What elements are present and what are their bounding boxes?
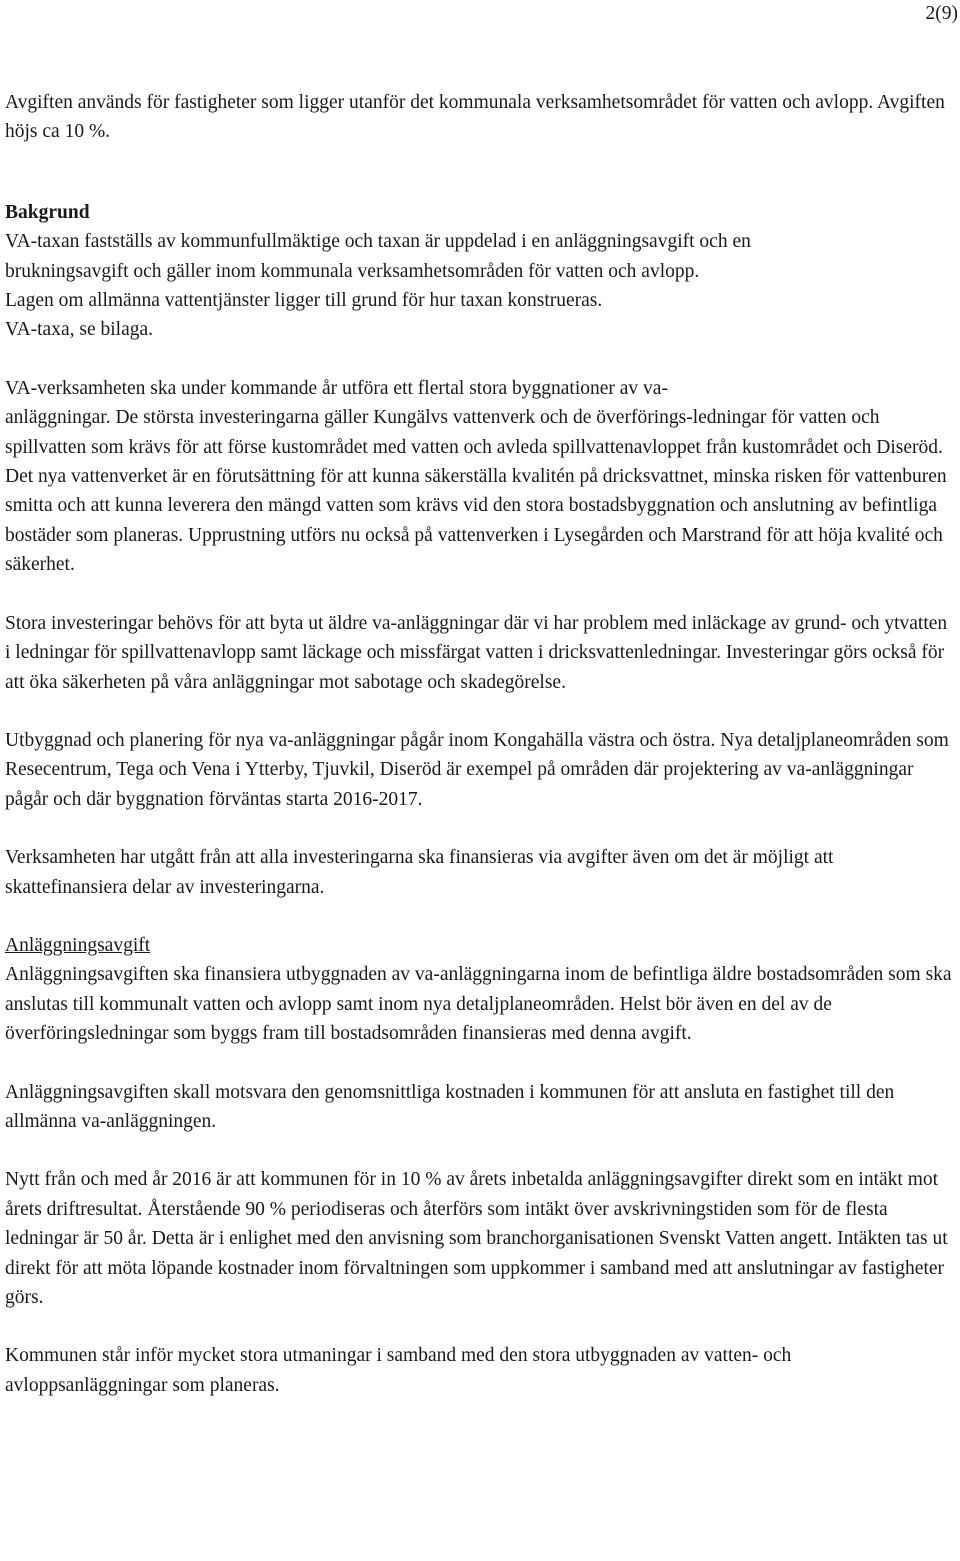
bakgrund-paragraph-1 <box>5 227 957 345</box>
anlaggningsavgift-paragraph-4: Kommunen står inför mycket stora utmaningar i samband med den stora utbyggnaden av vatten- och avloppsanläggningar som planeras. <box>5 1345 792 1396</box>
anlaggningsavgift-paragraph-2: Anläggningsavgiften skall motsvara den genomsnittliga kostnaden i kommunen för att ansluta en fastighet till den allmänna va-anläggningen. <box>5 1081 895 1132</box>
bakgrund-paragraph-4: Utbyggnad och planering för nya va-anläggningar pågår inom Kongahälla västra och östra. Nya detaljplaneområden som Resecentrum, Tega och Vena i Ytterby, Tjuvkil, Diseröd är exempel på områden där projektering av va-anläggningar pågår och där byggnation förväntas starta 2016-2017. <box>5 729 949 810</box>
page-number: 2(9) <box>925 3 958 24</box>
text-line: VA-taxa, se bilaga. <box>5 319 154 341</box>
text-line: VA-taxan fastställs av kommunfullmäktige och taxan är uppdelad i en anläggningsavgift och en <box>5 231 751 253</box>
text-line: brukningsavgift och gäller inom kommunala verksamhetsområden för vatten och avlopp. <box>5 260 700 282</box>
heading-bakgrund: Bakgrund <box>5 201 90 223</box>
document-body <box>5 88 957 1400</box>
intro-paragraph: Avgiften används för fastigheter som ligger utanför det kommunala verksamhetsområdet för vatten och avlopp. Avgiften höjs ca 10 %. <box>5 92 945 143</box>
bakgrund-paragraph-2 <box>5 374 957 580</box>
bakgrund-paragraph-5: Verksamheten har utgått från att alla investeringarna ska finansieras via avgifter även om det är möjligt att skattefinansiera delar av investeringarna. <box>5 847 834 898</box>
heading-anlaggningsavgift: Anläggningsavgift <box>5 934 151 956</box>
anlaggningsavgift-paragraph-1: Anläggningsavgiften ska finansiera utbyggnaden av va-anläggningarna inom de befintliga äldre bostadsområden som ska anslutas till kommunalt vatten och avlopp samt inom nya detaljplaneområden. Helst bör även en del av de överföringsledningar som byggs fram till bostadsområden finansieras med denna avgift. <box>5 964 952 1045</box>
bakgrund-paragraph-3: Stora investeringar behövs för att byta ut äldre va-anläggningar där vi har problem med inläckage av grund- och ytvatten i ledningar för spillvattenavlopp samt läckage och missfärgat vatten i dricksvattenledningar. Investeringar görs också för att öka säkerheten på våra anläggningar mot sabotage och skadegörelse. <box>5 612 948 693</box>
text-block: anläggningar. De största investeringarna gäller Kungälvs vattenverk och de överförings-ledningar för vatten och spillvatten som krävs för att förse kustområdet med vatten och avleda spillvattenavloppet från kustområdet och Diseröd. Det nya vattenverket är en förutsättning för att kunna säkerställa kvalitén på dricksvattnet, minska risken för vattenburen smitta och att kunna leverera den mängd vatten som krävs vid den stora bostadsbyggnation och anslutning av befintliga bostäder som planeras. Upprustning utförs nu också på vattenverken i Lysegården och Marstrand för att höja kvalité och säkerhet. <box>5 407 947 576</box>
anlaggningsavgift-paragraph-3: Nytt från och med år 2016 är att kommunen för in 10 % av årets inbetalda anläggningsavgifter direkt som en intäkt mot årets driftresultat. Återstående 90 % periodiseras och återförs som intäkt över avskrivningstiden som för de flesta ledningar är 50 år. Detta är i enlighet med den anvisning som branchorganisationen Svenskt Vatten angett. Intäkten tas ut direkt för att möta löpande kostnader inom förvaltningen som uppkommer i samband med att anslutningar av fastigheter görs. <box>5 1169 948 1308</box>
text-line: VA-verksamheten ska under kommande år utföra ett flertal stora byggnationer av va- <box>5 377 668 399</box>
text-line: Lagen om allmänna vattentjänster ligger till grund för hur taxan konstrueras. <box>5 290 603 312</box>
